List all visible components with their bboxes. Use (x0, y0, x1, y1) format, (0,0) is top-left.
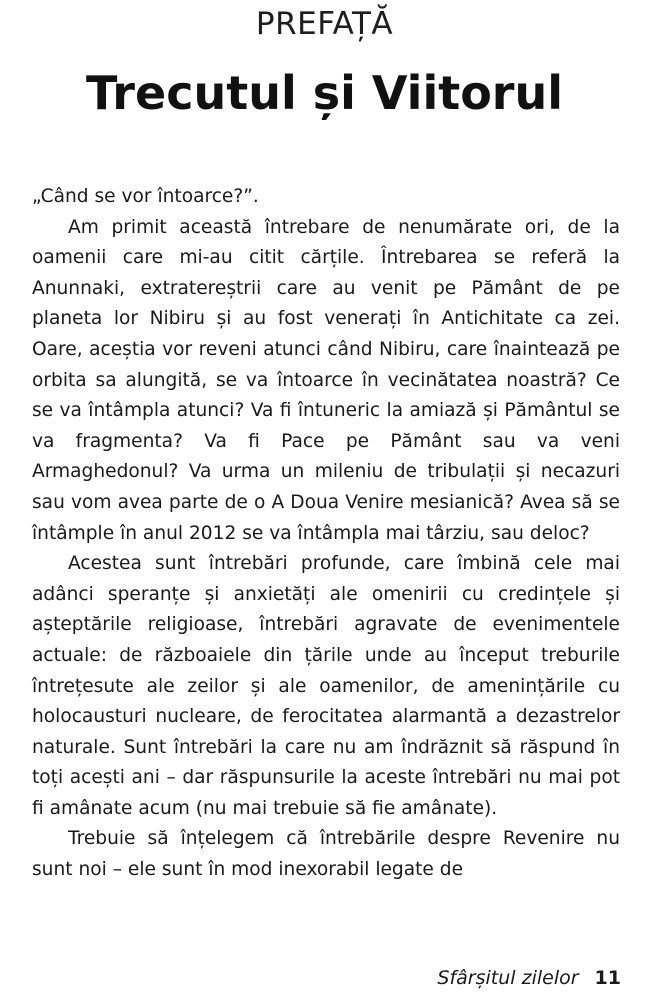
section-label: PREFAȚĂ (255, 6, 394, 42)
paragraph-opening-quote: „Când se vor întoarce?”. (32, 186, 259, 207)
paragraph: Acestea sunt întrebări profunde, care îmbină cele mai adânci speranțe și anxietăți ale omenirii cu credințele și așteptările religioase, întrebări agravate de evenimentele actuale: de războaiele din țările unde au început treburile întrețesute ale zeilor și ale oamenilor, de amenințările cu holocausturi nucleare, de ferocitatea alarmantă a dezastrelor naturale. Sunt întrebări la care nu am îndrăznit să răspund în toți acești ani – dar răspunsurile la aceste întrebări nu mai pot fi amânate acum (nu mai trebuie să fie amânate). (32, 553, 620, 819)
running-book-title: Sfârșitul zilelor (437, 967, 579, 989)
page-footer (437, 967, 621, 989)
chapter-title: Trecutul și Viitorul (85, 66, 564, 120)
page-number: 11 (594, 967, 621, 989)
paragraph: Trebuie să înțelegem că întrebările despre Revenire nu sunt noi – ele sunt în mod inexorabil legate de (32, 828, 620, 881)
paragraph: Am primit această întrebare de nenumărate ori, de la oamenii care mi-au citit cărțile. Întrebarea se referă la Anunnaki, extratereștrii care au venit pe Pământ de pe planeta lor Nibiru și au fost venerați în Antichitate ca zei. Oare, aceștia vor reveni atunci când Nibiru, care înaintează pe orbita sa alungită, se va întoarce în vecinătatea noastră? Ce se va întâmpla atunci? Va fi întuneric la amiază și Pământul se va fragmenta? Va fi Pace pe Pământ sau va veni Armaghedonul? Va urma un mileniu de tribulații și necazuri sau vom avea parte de o A Doua Venire mesianică? Avea să se întâmple în anul 2012 se va întâmpla mai târziu, sau deloc? (32, 216, 620, 544)
body-text (32, 182, 620, 886)
